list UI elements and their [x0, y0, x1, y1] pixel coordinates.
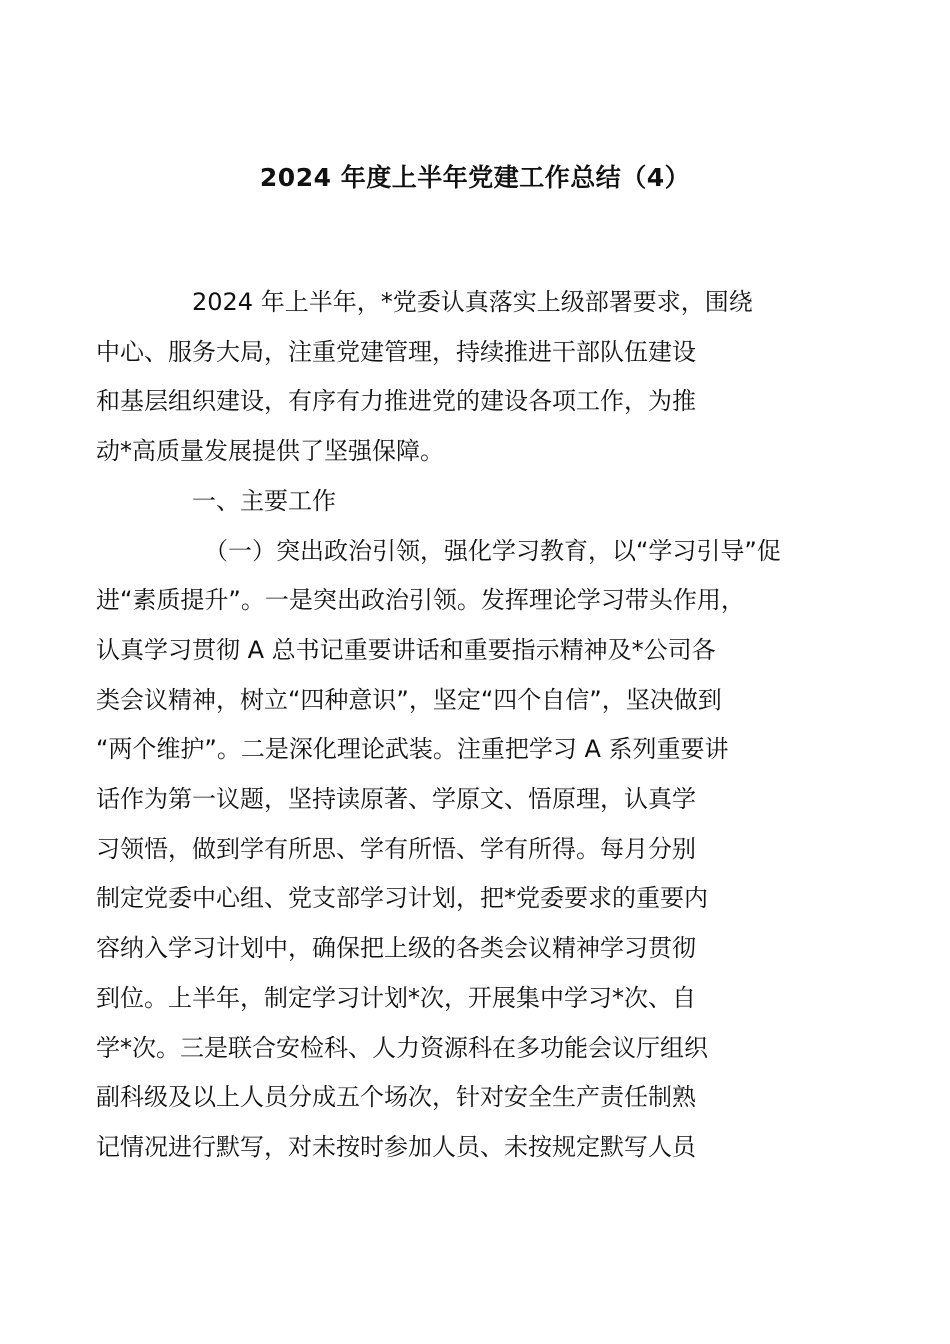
- text-line: （一）突出政治引领，强化学习教育，以“学习引导”促: [204, 536, 781, 565]
- text-line: 中心、服务大局，注重党建管理，持续推进干部队伍建设: [96, 337, 696, 366]
- text-line: 学*次。三是联合安检科、人力资源科在多功能会议厅组织: [96, 1033, 708, 1062]
- section-heading-main-work: [144, 477, 806, 527]
- document-title: 2024 年度上半年党建工作总结（4）: [259, 163, 691, 192]
- text-line: 副科级及以上人员分成五个场次，针对安全生产责任制熟: [96, 1083, 696, 1112]
- text-line: 记情况进行默写，对未按时参加人员、未按规定默写人员: [96, 1132, 696, 1161]
- paragraph-intro: [96, 278, 806, 477]
- text-line: 到位。上半年，制定学习计划*次，开展集中学习*次、自: [96, 983, 696, 1012]
- paragraph-political-leadership: [96, 527, 806, 1173]
- text-line: 类会议精神，树立“四种意识”，坚定“四个自信”，坚决做到: [96, 685, 722, 714]
- document-body: [96, 278, 806, 1173]
- text-line: 2024 年上半年，*党委认真落实上级部署要求，围绕: [192, 288, 753, 316]
- text-line: 进“素质提升”。一是突出政治引领。发挥理论学习带头作用，: [96, 586, 745, 615]
- text-line: 动*高质量发展提供了坚强保障。: [96, 437, 444, 466]
- text-line: 话作为第一议题，坚持读原著、学原文、悟原理，认真学: [96, 785, 696, 814]
- text-line: 和基层组织建设，有序有力推进党的建设各项工作，为推: [96, 387, 696, 416]
- text-line: 习领悟，做到学有所思、学有所悟、学有所得。每月分别: [96, 834, 696, 863]
- text-line: 制定党委中心组、党支部学习计划，把*党委要求的重要内: [96, 884, 708, 913]
- text-line: 容纳入学习计划中，确保把上级的各类会议精神学习贯彻: [96, 934, 696, 963]
- section-heading-text: 一、主要工作: [192, 486, 336, 515]
- text-line: 认真学习贯彻 A 总书记重要讲话和重要指示精神及*公司各: [96, 635, 716, 664]
- text-line: “两个维护”。二是深化理论武装。注重把学习 A 系列重要讲: [96, 735, 729, 764]
